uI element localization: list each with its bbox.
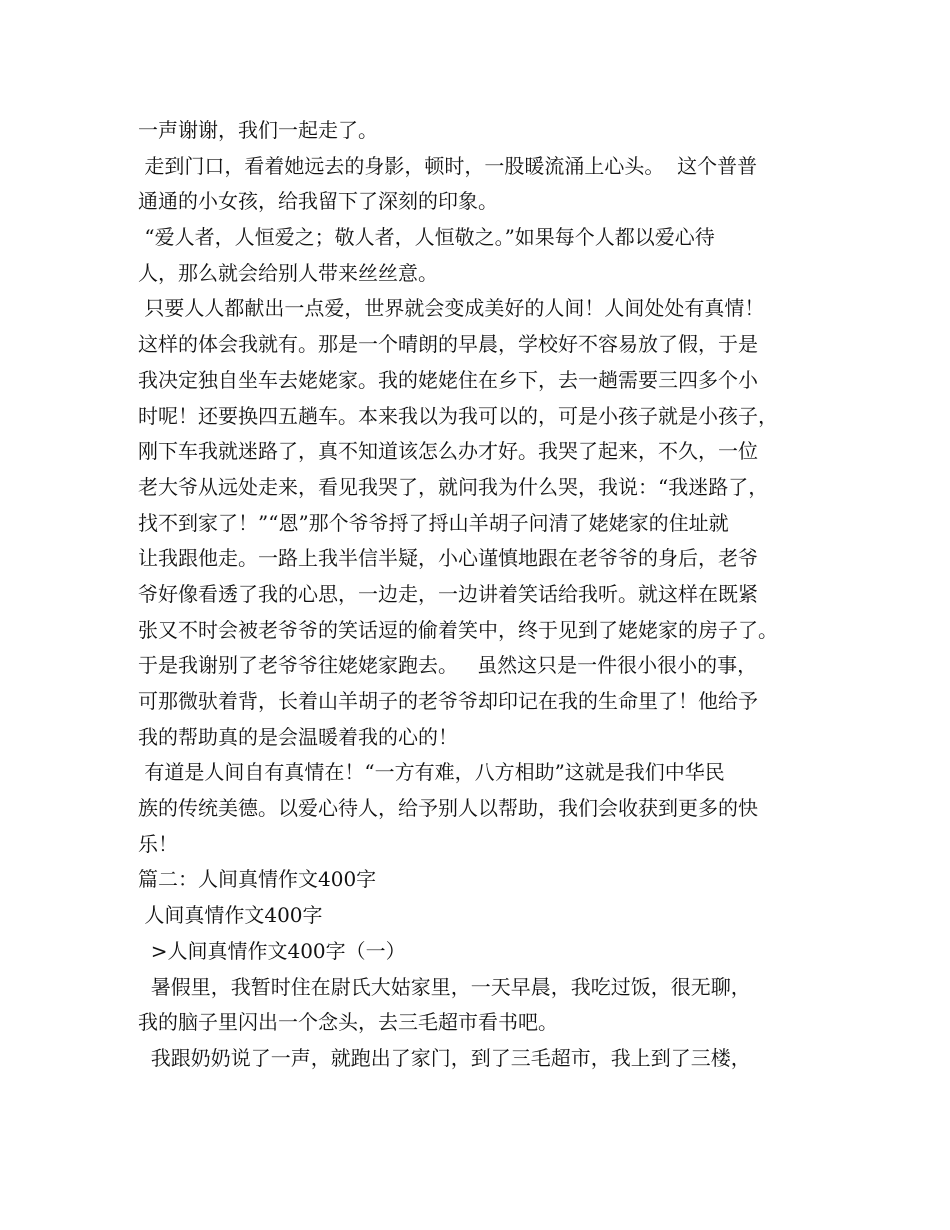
text-line: 于是我谢别了老爷爷往姥姥家跑去。 虽然这只是一件很小很小的事， [138, 653, 758, 678]
text-line: 乐！ [138, 831, 178, 856]
text-line: 只要人人都献出一点爱，世界就会变成美好的人间！人间处处有真情！ [138, 296, 765, 321]
text-line: 通通的小女孩，给我留下了深刻的印象。 [138, 189, 498, 214]
text-line: 刚下车我就迷路了，真不知道该怎么办才好。我哭了起来，不久，一位 [138, 439, 758, 464]
text-line: 老大爷从远处走来，看见我哭了，就问我为什么哭，我说：“我迷路了， [138, 474, 769, 499]
text-line: 有道是人间自有真情在！“一方有难，八方相助”这就是我们中华民 [138, 760, 725, 785]
text-line: 时呢！还要换四五趟车。本来我以为我可以的，可是小孩子就是小孩子， [138, 403, 778, 428]
text-line: 我的脑子里闪出一个念头，去三毛超市看书吧。 [138, 1010, 558, 1035]
text-line: 找不到家了！”“恩”那个爷爷捋了捋山羊胡子问清了姥姥家的住址就 [138, 510, 729, 535]
essay-text [138, 113, 828, 1077]
text-line: 这样的体会我就有。那是一个晴朗的早晨，学校好不容易放了假，于是 [138, 332, 758, 357]
text-line: 我的帮助真的是会温暖着我的心的！ [138, 724, 458, 749]
text-line: 人，那么就会给别人带来丝丝意。 [138, 260, 438, 285]
text-line: 族的传统美德。以爱心待人，给予别人以帮助，我们会收获到更多的快 [138, 796, 758, 821]
text-line: 一声谢谢，我们一起走了。 [138, 118, 378, 142]
text-line: 可那微驮着背，长着山羊胡子的老爷爷却印记在我的生命里了！他给予 [138, 689, 758, 713]
text-line: “爱人者，人恒爱之；敬人者，人恒敬之。”如果每个人都以爱心待 [138, 225, 715, 250]
text-line: 张又不时会被老爷爷的笑话逗的偷着笑中，终于见到了姥姥家的房子了。 [138, 617, 778, 642]
text-line: 我决定独自坐车去姥姥家。我的姥姥住在乡下，去一趟需要三四多个小 [138, 367, 758, 392]
text-line: 我跟奶奶说了一声，就跑出了家门，到了三毛超市，我上到了三楼， [138, 1045, 751, 1070]
essay-title: 人间真情作文400字 [138, 903, 323, 928]
section-heading: 篇二：人间真情作文400字 [138, 867, 377, 892]
text-line: 爷好像看透了我的心思，一边走，一边讲着笑话给我听。就这样在既紧 [138, 581, 758, 606]
text-line: 暑假里，我暂时住在尉氏大姑家里，一天早晨，我吃过饭，很无聊， [138, 974, 751, 999]
essay-subtitle: >人间真情作文400字（一） [138, 938, 406, 963]
text-line: 走到门口，看着她远去的身影，顿时，一股暖流涌上心头。 这个普普 [138, 153, 758, 178]
text-line: 让我跟他走。一路上我半信半疑，小心谨慎地跟在老爷爷的身后，老爷 [138, 546, 758, 571]
